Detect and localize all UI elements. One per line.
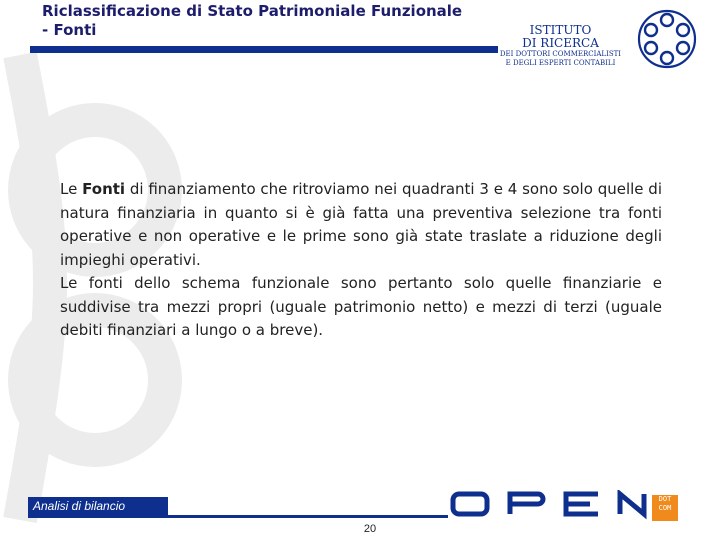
dotcom-badge: [652, 495, 678, 521]
logo-line4: E DEGLI ESPERTI CONTABILI: [505, 59, 616, 67]
institute-knot-emblem-icon: [636, 8, 698, 70]
slide-title: [42, 2, 462, 40]
body-text: [60, 178, 662, 343]
dotcom-badge-line2: COM: [658, 504, 672, 512]
dotcom-badge-line1: DOT: [658, 495, 672, 503]
body-paragraph-2: Le fonti dello schema funzionale sono pertanto solo quelle finanziarie e suddivise tra mezzi propri (uguale patrimonio netto) e mezzi di terzi (uguale debiti finanziari a lungo o a breve).: [60, 274, 662, 339]
footer-rule: [28, 515, 448, 518]
open-brand-logo-icon: [448, 490, 658, 520]
body-p1-post: di finanziamento che ritroviamo nei quadranti 3 e 4 sono solo quelle di natura finanziaria in quanto si è già fatta una preventiva selezione tra fonti operative e non operative e le prime sono già state traslate a riduzione degli impieghi operativi.: [60, 180, 662, 269]
body-paragraph-1: [60, 178, 662, 272]
header-rule: [30, 46, 498, 53]
slide-title-line1: Riclassificazione di Stato Patrimoniale Funzionale: [42, 2, 463, 20]
institute-logo-text: [498, 24, 623, 68]
body-p1-pre: Le: [60, 180, 83, 198]
footer-section-label: Analisi di bilancio: [28, 497, 168, 516]
logo-line2: DI RICERCA: [522, 36, 599, 50]
body-p1-bold: Fonti: [82, 180, 126, 198]
logo-line3: DEI DOTTORI COMMERCIALISTI: [499, 50, 622, 58]
page-number: 20: [363, 523, 377, 535]
logo-line1: ISTITUTO: [529, 23, 592, 37]
slide-title-line2: - Fonti: [42, 21, 97, 39]
